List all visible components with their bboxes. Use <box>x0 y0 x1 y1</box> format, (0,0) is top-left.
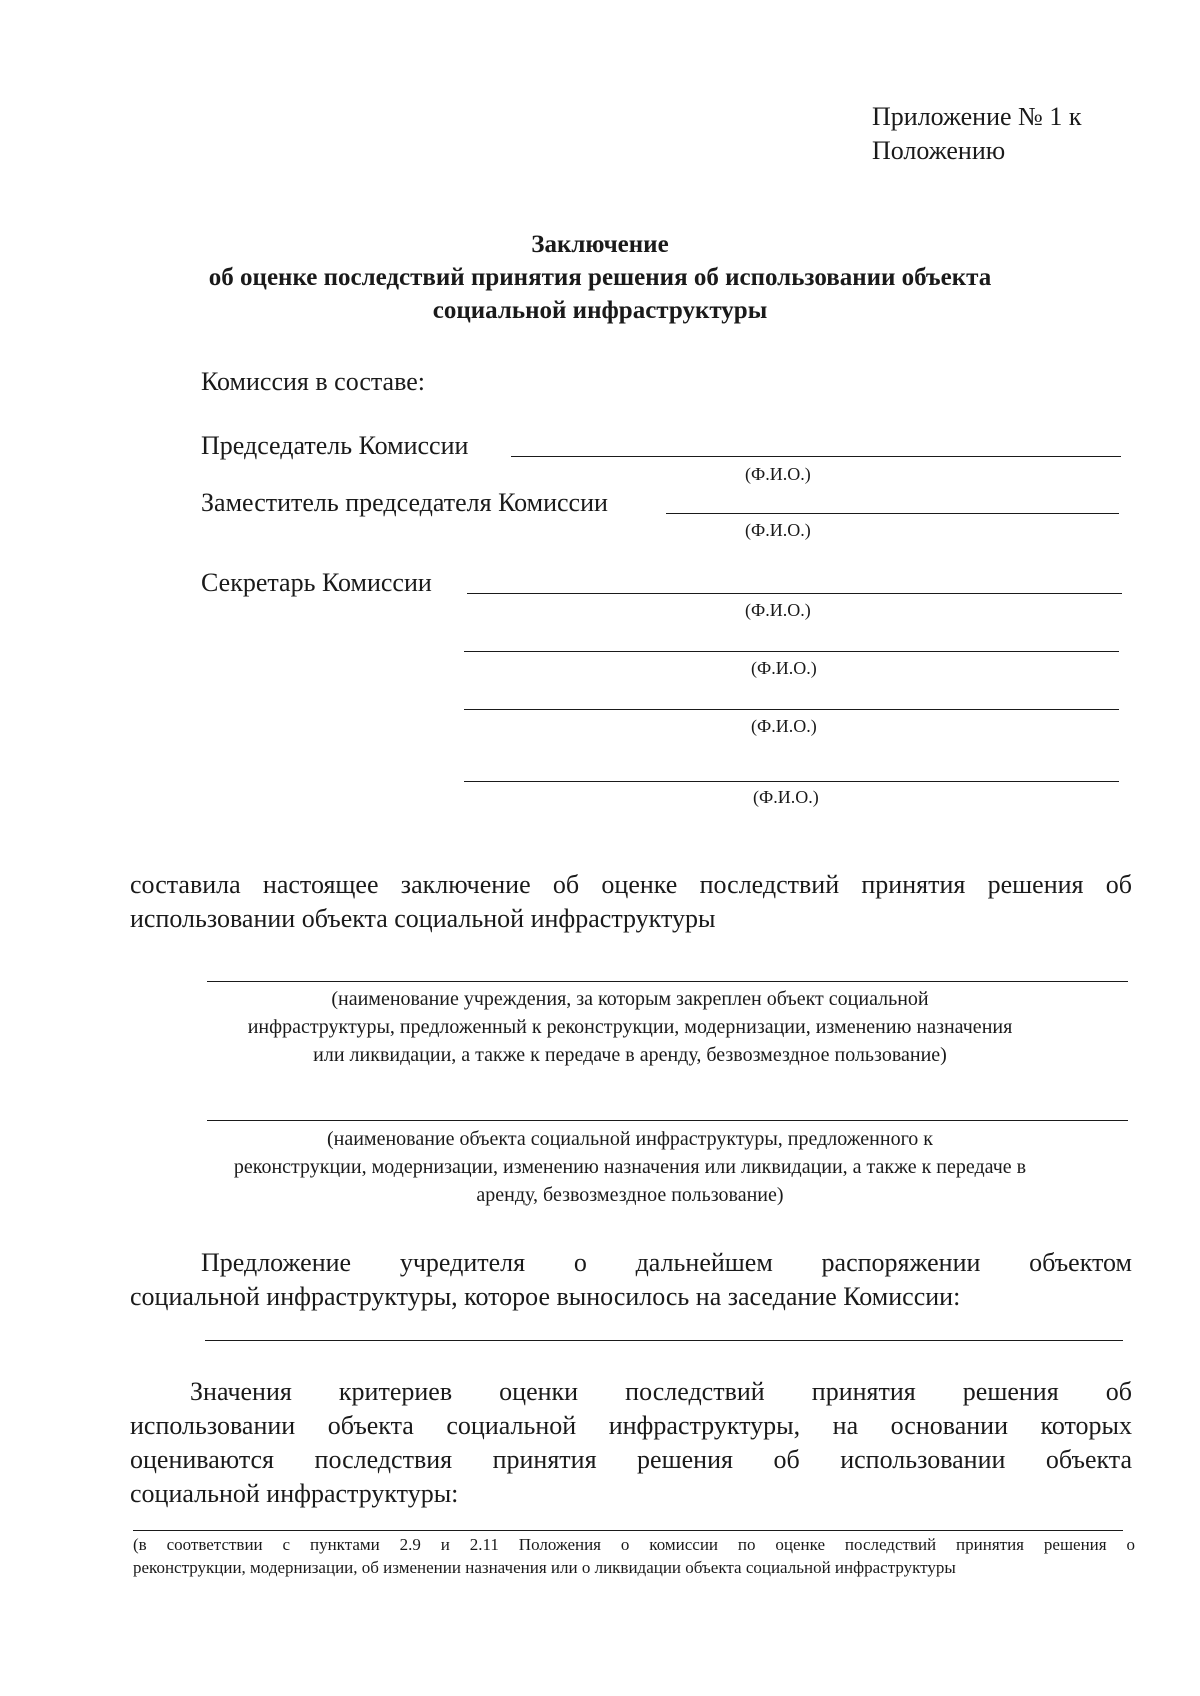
member-2-fio-caption: (Ф.И.О.) <box>751 716 817 736</box>
institution-caption-line-3: или ликвидации, а также к передаче в аренду, безвозмездное пользование) <box>313 1044 947 1066</box>
institution-caption-line-1: (наименование учреждения, за которым закреплен объект социальной <box>331 988 929 1010</box>
chairman-label: Председатель Комиссии <box>201 431 469 460</box>
object-name-line <box>207 1120 1128 1121</box>
deputy-label: Заместитель председателя Комиссии <box>201 488 608 517</box>
conclusion-statement <box>130 868 1132 936</box>
criteria-line-3: оцениваются последствия принятия решения об использовании объекта <box>130 1445 1132 1474</box>
commission-intro: Комиссия в составе: <box>201 367 425 396</box>
object-caption-line-2: реконструкции, модернизации, изменению назначения или ликвидации, а также к передаче в <box>233 1156 1027 1178</box>
conclusion-line-2: использовании объекта социальной инфраструктуры <box>130 904 716 933</box>
criteria-line-4: социальной инфраструктуры: <box>130 1479 459 1508</box>
appendix-line-1: Приложение № 1 к <box>872 102 1082 131</box>
footnote-line-1: (в соответствии с пунктами 2.9 и 2.11 Положения о комиссии по оценке последствий принятия решения о <box>133 1535 1135 1554</box>
institution-name-line <box>207 981 1128 982</box>
criteria-line-1: Значения критериев оценки последствий принятия решения об <box>190 1377 1132 1406</box>
chairman-fio-caption: (Ф.И.О.) <box>745 464 811 484</box>
appendix-line-2: Положению <box>872 136 1006 165</box>
member-1-fio-caption: (Ф.И.О.) <box>751 658 817 678</box>
secretary-signature-line <box>467 593 1122 594</box>
member-3-fio-caption: (Ф.И.О.) <box>753 787 819 807</box>
title-line-1: Заключение <box>531 231 669 258</box>
member-1-signature-line <box>464 651 1119 652</box>
conclusion-line-1: составила настоящее заключение об оценке последствий принятия решения об <box>130 870 1132 899</box>
title-line-3: социальной инфраструктуры <box>432 297 768 324</box>
proposal-line-1: Предложение учредителя о дальнейшем распоряжении объектом <box>201 1248 1132 1277</box>
criteria-line-2: использовании объекта социальной инфраструктуры, на основании которых <box>130 1411 1132 1440</box>
secretary-fio-caption: (Ф.И.О.) <box>745 600 811 620</box>
criteria-footnote <box>133 1533 1135 1579</box>
member-3-signature-line <box>464 781 1119 782</box>
title-line-2: об оценке последствий принятия решения об использовании объекта <box>208 264 992 291</box>
object-caption-line-1: (наименование объекта социальной инфраструктуры, предложенного к <box>326 1128 933 1150</box>
deputy-signature-line <box>666 513 1119 514</box>
member-2-signature-line <box>464 709 1119 710</box>
object-caption <box>130 1125 1130 1209</box>
chairman-signature-line <box>511 456 1121 457</box>
appendix-header <box>872 100 1082 168</box>
proposal-answer-line <box>205 1340 1123 1341</box>
footnote-line-2: реконструкции, модернизации, об изменении назначения или о ликвидации объекта социальной инфраструктуры <box>133 1558 956 1577</box>
document-title <box>160 228 1040 327</box>
secretary-label: Секретарь Комиссии <box>201 568 432 597</box>
institution-caption-line-2: инфраструктуры, предложенный к реконструкции, модернизации, изменению назначения <box>247 1016 1013 1038</box>
founder-proposal <box>130 1246 1132 1314</box>
proposal-line-2: социальной инфраструктуры, которое выносилось на заседание Комиссии: <box>130 1282 961 1311</box>
criteria-answer-line <box>133 1530 1123 1531</box>
deputy-fio-caption: (Ф.И.О.) <box>745 520 811 540</box>
object-caption-line-3: аренду, безвозмездное пользование) <box>476 1184 784 1206</box>
criteria-paragraph <box>130 1375 1132 1511</box>
institution-caption <box>130 985 1130 1069</box>
